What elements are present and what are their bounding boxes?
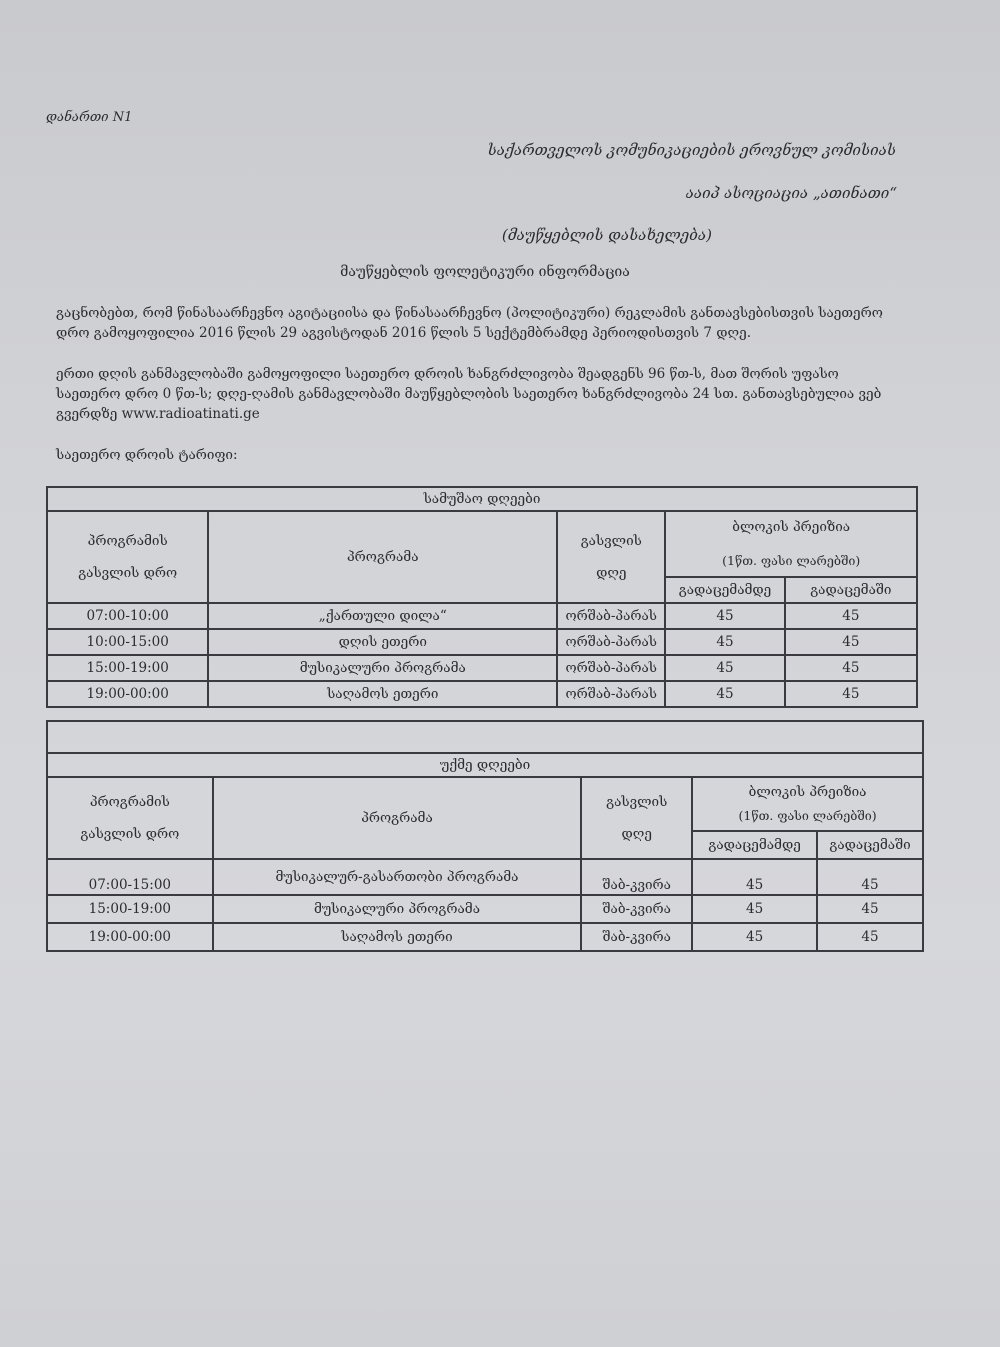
cell-time: 19:00-00:00 — [47, 923, 213, 951]
table-row — [47, 681, 917, 707]
header-text: ბლოკის პრეიზია — [732, 519, 851, 535]
cell-after: 45 — [817, 923, 923, 951]
header-text: გასვლის — [606, 794, 668, 810]
cell-time: 15:00-19:00 — [47, 895, 213, 923]
cell-day: ორშაბ-პარას — [557, 603, 665, 629]
cell-after: 45 — [785, 655, 917, 681]
col-day-header — [557, 511, 665, 603]
header-text: გასვლის — [580, 533, 642, 549]
cell-program: მუსიკალურ-გასართობი პროგრამა — [213, 859, 582, 895]
col-paid-header: გადაცემამდე — [665, 577, 784, 603]
cell-paid: 45 — [665, 629, 784, 655]
cell-program: „ქართული დილა“ — [208, 603, 557, 629]
table-row — [47, 895, 923, 923]
cell-program: მუსიკალური პროგრამა — [213, 895, 582, 923]
broadcaster-note: (მაუწყებლის დასახელება) — [501, 226, 712, 244]
col-program-header: პროგრამა — [213, 777, 582, 859]
cell-after: 45 — [785, 629, 917, 655]
table-row — [47, 655, 917, 681]
cell-day: ორშაბ-პარას — [557, 681, 665, 707]
cell-program: საღამოს ეთერი — [208, 681, 557, 707]
col-after-header: გადაცემაში — [785, 577, 917, 603]
header-text: (1წთ. ფასი ლარებში) — [722, 553, 861, 568]
spacer-row — [47, 721, 923, 753]
company-line: ააიპ ასოციაცია „ათინათი“ — [685, 184, 897, 202]
header-text: გასვლის დრო — [78, 565, 178, 581]
paragraph-2: ერთი დღის განმავლობაში გამოყოფილი საეთერო დროის ხანგრძლივობა შეადგენს 96 წთ-ს, მათ შორის უფასო საეთერო დრო 0 წთ-ს; დღე-ღამის განმავლობაში მაუწყებლობის საეთერო ხანგრძლივობა 24 სთ. განთავსებულია ვებ გვერდზე www.radioatinati.ge — [56, 366, 882, 422]
table-row — [47, 603, 917, 629]
header-text: გასვლის დრო — [80, 826, 180, 842]
tariff-label: საეთერო დროის ტარიფი: — [56, 447, 238, 463]
cell-paid: 45 — [692, 895, 817, 923]
header-text: ბლოკის პრეიზია — [748, 784, 867, 800]
cell-after: 45 — [785, 681, 917, 707]
cell-time: 07:00-15:00 — [47, 859, 213, 895]
cell-program: საღამოს ეთერი — [213, 923, 582, 951]
cell-time: 07:00-10:00 — [47, 603, 208, 629]
table-row — [47, 629, 917, 655]
cell-paid: 45 — [665, 655, 784, 681]
cell-program: მუსიკალური პროგრამა — [208, 655, 557, 681]
col-block-header — [665, 511, 917, 577]
col-after-header: გადაცემაში — [817, 831, 923, 859]
col-time-header — [47, 511, 208, 603]
cell-paid: 45 — [692, 859, 817, 895]
cell-after: 45 — [817, 895, 923, 923]
appendix-label: დანართი N1 — [46, 110, 133, 125]
cell-after: 45 — [817, 859, 923, 895]
cell-day: ორშაბ-პარას — [557, 655, 665, 681]
header-text: დღე — [621, 826, 652, 842]
cell-time: 15:00-19:00 — [47, 655, 208, 681]
weekdays-table — [46, 486, 918, 708]
cell-day: შაბ-კვირა — [581, 923, 692, 951]
header-text: დღე — [596, 565, 627, 581]
header-text: (1წთ. ფასი ლარებში) — [738, 808, 877, 823]
table-row — [47, 923, 923, 951]
col-time-header — [47, 777, 213, 859]
cell-day: შაბ-კვირა — [581, 859, 692, 895]
header-text: პროგრამის — [87, 533, 168, 549]
cell-day: შაბ-კვირა — [581, 895, 692, 923]
cell-day: ორშაბ-პარას — [557, 629, 665, 655]
table-row — [47, 859, 923, 895]
cell-program: დღის ეთერი — [208, 629, 557, 655]
cell-after: 45 — [785, 603, 917, 629]
document-heading: მაუწყებლის ფოლეტიკური ინფორმაცია — [340, 264, 630, 280]
cell-paid: 45 — [692, 923, 817, 951]
weekends-title: უქმე დღეები — [47, 753, 923, 777]
recipient-line: საქართველოს კომუნიკაციების ეროვნულ კომისიას — [487, 141, 896, 159]
weekends-table — [46, 720, 924, 952]
cell-time: 19:00-00:00 — [47, 681, 208, 707]
cell-paid: 45 — [665, 681, 784, 707]
weekdays-title: სამუშაო დღეები — [47, 487, 917, 511]
col-program-header: პროგრამა — [208, 511, 557, 603]
cell-paid: 45 — [665, 603, 784, 629]
paragraph-1: გაცნობებთ, რომ წინასაარჩევნო აგიტაციისა და წინასაარჩევნო (პოლიტიკური) რეკლამის განთავსებისთვის საეთერო დრო გამოყოფილია 2016 წლის 29 აგვისტოდან 2016 წლის 5 სექტემბრამდე პერიოდისთვის 7 დღე. — [56, 305, 883, 341]
col-block-header — [692, 777, 923, 831]
col-day-header — [581, 777, 692, 859]
cell-time: 10:00-15:00 — [47, 629, 208, 655]
header-text: პროგრამის — [89, 794, 170, 810]
col-paid-header: გადაცემამდე — [692, 831, 817, 859]
